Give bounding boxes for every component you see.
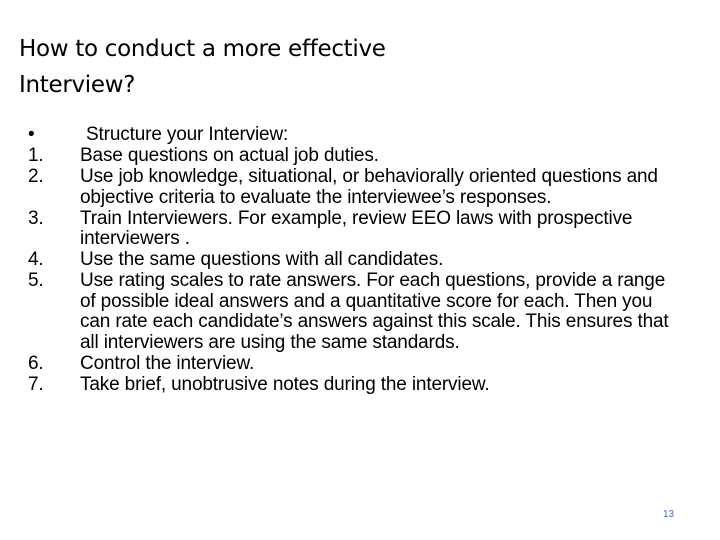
list-number: 2. <box>28 166 44 187</box>
list-number: 5. <box>28 270 44 291</box>
list-item <box>28 209 708 250</box>
list-item-text: Use job knowledge, situational, or behaviorally oriented questions and objective criteria to evaluate the interviewee’s responses. <box>80 166 658 208</box>
slide-title <box>19 31 619 103</box>
page-number: 13 <box>663 509 675 520</box>
content-list <box>28 125 708 396</box>
list-item <box>28 375 708 396</box>
list-item-text: Train Interviewers. For example, review EEO laws with prospective interviewers . <box>80 207 633 249</box>
list-item-text: Use the same questions with all candidates. <box>80 249 444 270</box>
list-item <box>28 250 708 271</box>
slide-title-line-2: Interview? <box>19 72 136 98</box>
list-item <box>28 354 708 375</box>
list-number: 7. <box>28 373 44 395</box>
list-item-text: Base questions on actual job duties. <box>80 145 379 166</box>
list-number: 1. <box>28 145 44 166</box>
list-number: 6. <box>28 352 44 374</box>
list-number: 3. <box>28 207 44 229</box>
list-item-heading <box>28 125 708 146</box>
list-item-text: Take brief, unobtrusive notes during the interview. <box>80 373 490 395</box>
list-item-text: Use rating scales to rate answers. For each questions, provide a range of possible ideal answers and a quantitative score for each. Then you can rate each candidate’s answers against this scale. This ensures that all interviewers are using the same standards. <box>80 270 669 353</box>
bullet-marker: • <box>28 124 35 145</box>
list-item <box>28 167 708 208</box>
list-number: 4. <box>28 249 44 270</box>
list-item-text: Structure your Interview: <box>86 124 289 145</box>
list-item <box>28 271 708 353</box>
list-item <box>28 146 708 167</box>
slide-title-line-1: How to conduct a more effective <box>19 36 386 62</box>
list-item-text: Control the interview. <box>80 352 255 374</box>
